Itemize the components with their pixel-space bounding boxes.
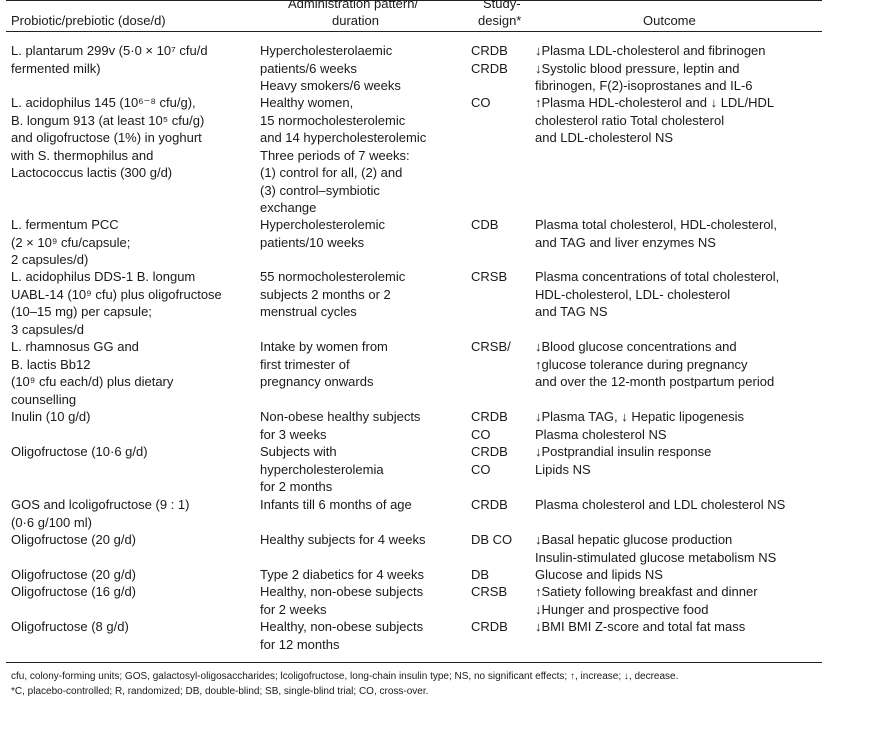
header-administration: Administration pattern/ bbox=[288, 0, 419, 11]
administration-cell: Healthy, non-obese subjects bbox=[260, 584, 424, 599]
probiotic-cell: (10–15 mg) per capsule; bbox=[11, 304, 152, 319]
probiotic-cell: Inulin (10 g/d) bbox=[11, 409, 91, 424]
administration-cell: pregnancy onwards bbox=[260, 374, 374, 389]
probiotic-cell: GOS and lcoligofructose (9 : 1) bbox=[11, 497, 190, 512]
probiotic-cell: (0·6 g/100 ml) bbox=[11, 514, 92, 530]
design-cell: CO bbox=[471, 461, 491, 477]
administration-cell: Hypercholesterolaemic bbox=[260, 43, 393, 58]
header-outcome: Outcome bbox=[643, 13, 696, 28]
administration-cell: Heavy smokers/6 weeks bbox=[260, 78, 401, 93]
outcome-cell: ↓Postprandial insulin response bbox=[535, 444, 712, 459]
design-cell: CRDB bbox=[471, 43, 508, 58]
administration-cell: 55 normocholesterolemic bbox=[260, 269, 406, 284]
administration-cell: 15 normocholesterolemic bbox=[260, 112, 406, 128]
probiotic-cell: with S. thermophilus and bbox=[11, 147, 154, 163]
administration-cell: (3) control–symbiotic bbox=[260, 182, 380, 198]
outcome-cell: ↓BMI BMI Z-score and total fat mass bbox=[535, 619, 746, 634]
design-cell: CRDB bbox=[471, 60, 508, 76]
administration-cell: Three periods of 7 weeks: bbox=[260, 147, 410, 163]
outcome-cell: ↓Blood glucose concentrations and bbox=[535, 339, 737, 354]
administration-cell: patients/10 weeks bbox=[260, 234, 365, 250]
probiotic-cell: B. lactis Bb12 bbox=[11, 356, 91, 372]
header-administration-2: duration bbox=[332, 13, 379, 28]
probiotic-cell: 2 capsules/d) bbox=[11, 252, 89, 267]
header-probiotic: Probiotic/prebiotic (dose/d) bbox=[11, 13, 166, 28]
outcome-cell: ↓Plasma TAG, ↓ Hepatic lipogenesis bbox=[535, 409, 745, 424]
administration-cell: for 12 months bbox=[260, 636, 340, 652]
outcome-cell: ↓Basal hepatic glucose production bbox=[535, 532, 733, 547]
outcome-cell: and over the 12-month postpartum period bbox=[535, 374, 775, 389]
design-cell: CRDB bbox=[471, 409, 508, 424]
administration-cell: Healthy women, bbox=[260, 95, 354, 110]
design-cell: CDB bbox=[471, 217, 499, 232]
administration-cell: for 2 months bbox=[260, 479, 333, 494]
outcome-cell: and LDL-cholesterol NS bbox=[535, 130, 674, 145]
probiotic-cell: UABL-14 (10⁹ cfu) plus oligofructose bbox=[11, 286, 222, 302]
probiotic-cell: L. plantarum 299v (5·0 × 10⁷ cfu/d bbox=[11, 43, 208, 58]
administration-cell: Infants till 6 months of age bbox=[260, 497, 412, 512]
design-cell: CRDB bbox=[471, 619, 508, 634]
footnote-abbreviations: cfu, colony-forming units; GOS, galactosyl-oligosaccharides; lcoligofructose, long-chain insulin type; NS, no significant effects; ↑, increase; ↓, decrease. bbox=[11, 671, 679, 682]
outcome-cell: ↓Hunger and prospective food bbox=[535, 601, 709, 617]
administration-cell: Type 2 diabetics for 4 weeks bbox=[260, 567, 425, 582]
outcome-cell: ↑glucose tolerance during pregnancy bbox=[535, 356, 748, 372]
design-cell: CO bbox=[471, 95, 491, 110]
design-cell: CRDB bbox=[471, 497, 508, 512]
administration-cell: exchange bbox=[260, 200, 317, 215]
outcome-cell: and TAG and liver enzymes NS bbox=[535, 234, 716, 250]
probiotic-cell: Oligofructose (8 g/d) bbox=[11, 619, 129, 634]
design-cell: CRSB bbox=[471, 584, 508, 599]
design-cell: DB CO bbox=[471, 532, 513, 547]
probiotic-cell: L. acidophilus DDS-1 B. longum bbox=[11, 269, 196, 284]
outcome-cell: ↑Satiety following breakfast and dinner bbox=[535, 584, 758, 599]
outcome-cell: ↓Plasma LDL-cholesterol and fibrinogen bbox=[535, 43, 766, 58]
administration-cell: (1) control for all, (2) and bbox=[260, 165, 403, 180]
outcome-cell: HDL-cholesterol, LDL- cholesterol bbox=[535, 286, 731, 302]
outcome-cell: ↓Systolic blood pressure, leptin and bbox=[535, 60, 740, 76]
outcome-cell: Insulin-stimulated glucose metabolism NS bbox=[535, 549, 777, 565]
outcome-cell: fibrinogen, F(2)-isoprostanes and IL-6 bbox=[535, 78, 753, 93]
probiotic-cell: Oligofructose (10·6 g/d) bbox=[11, 444, 148, 459]
design-cell: DB bbox=[471, 567, 490, 582]
administration-cell: first trimester of bbox=[260, 356, 350, 372]
administration-cell: Intake by women from bbox=[260, 339, 388, 354]
administration-cell: for 3 weeks bbox=[260, 426, 327, 442]
administration-cell: Healthy, non-obese subjects bbox=[260, 619, 424, 634]
administration-cell: Subjects with bbox=[260, 444, 337, 459]
probiotic-cell: L. rhamnosus GG and bbox=[11, 339, 139, 354]
administration-cell: Hypercholesterolemic bbox=[260, 217, 385, 232]
design-cell: CRSB bbox=[471, 269, 508, 284]
probiotic-cell: 3 capsules/d bbox=[11, 321, 84, 337]
probiotic-cell: counselling bbox=[11, 391, 77, 407]
administration-cell: menstrual cycles bbox=[260, 304, 357, 319]
outcome-cell: Plasma cholesterol NS bbox=[535, 426, 667, 442]
design-cell: CRSB/ bbox=[471, 339, 511, 354]
probiotic-cell: fermented milk) bbox=[11, 60, 101, 76]
header-study: Study- bbox=[483, 0, 521, 11]
outcome-cell: Plasma concentrations of total cholesterol, bbox=[535, 269, 780, 284]
outcome-cell: and TAG NS bbox=[535, 304, 608, 319]
administration-cell: Non-obese healthy subjects bbox=[260, 409, 421, 424]
header-rule bbox=[6, 31, 822, 32]
probiotic-cell: B. longum 913 (at least 10⁵ cfu/g) bbox=[11, 112, 205, 128]
administration-cell: hypercholesterolemia bbox=[260, 461, 384, 477]
outcome-cell: cholesterol ratio Total cholesterol bbox=[535, 112, 725, 128]
administration-cell: Healthy subjects for 4 weeks bbox=[260, 532, 426, 547]
probiotic-cell: and oligofructose (1%) in yoghurt bbox=[11, 130, 202, 145]
outcome-cell: ↑Plasma HDL-cholesterol and ↓ LDL/HDL bbox=[535, 95, 775, 110]
outcome-cell: Glucose and lipids NS bbox=[535, 567, 663, 582]
administration-cell: and 14 hypercholesterolemic bbox=[260, 130, 427, 145]
probiotic-cell: Oligofructose (20 g/d) bbox=[11, 532, 137, 547]
probiotic-cell: (10⁹ cfu each/d) plus dietary bbox=[11, 374, 174, 389]
footnote-design-codes: *C, placebo-controlled; R, randomized; DB, double-blind; SB, single-blind trial; CO, cross-over. bbox=[11, 686, 429, 697]
outcome-cell: Plasma total cholesterol, HDL-cholesterol, bbox=[535, 217, 778, 232]
probiotic-cell: L. acidophilus 145 (10⁶⁻⁸ cfu/g), bbox=[11, 95, 196, 110]
probiotic-cell: Oligofructose (16 g/d) bbox=[11, 584, 137, 599]
design-cell: CO bbox=[471, 426, 491, 442]
probiotic-cell: L. fermentum PCC bbox=[11, 217, 119, 232]
administration-cell: for 2 weeks bbox=[260, 601, 327, 617]
probiotic-cell: (2 × 10⁹ cfu/capsule; bbox=[11, 234, 131, 250]
probiotic-cell: Lactococcus lactis (300 g/d) bbox=[11, 165, 173, 180]
design-cell: CRDB bbox=[471, 444, 508, 459]
administration-cell: patients/6 weeks bbox=[260, 60, 357, 76]
bottom-rule bbox=[6, 662, 822, 663]
administration-cell: subjects 2 months or 2 bbox=[260, 286, 391, 302]
header-study-2: design* bbox=[478, 13, 522, 28]
outcome-cell: Plasma cholesterol and LDL cholesterol NS bbox=[535, 497, 786, 512]
outcome-cell: Lipids NS bbox=[535, 461, 591, 477]
probiotic-cell: Oligofructose (20 g/d) bbox=[11, 567, 137, 582]
